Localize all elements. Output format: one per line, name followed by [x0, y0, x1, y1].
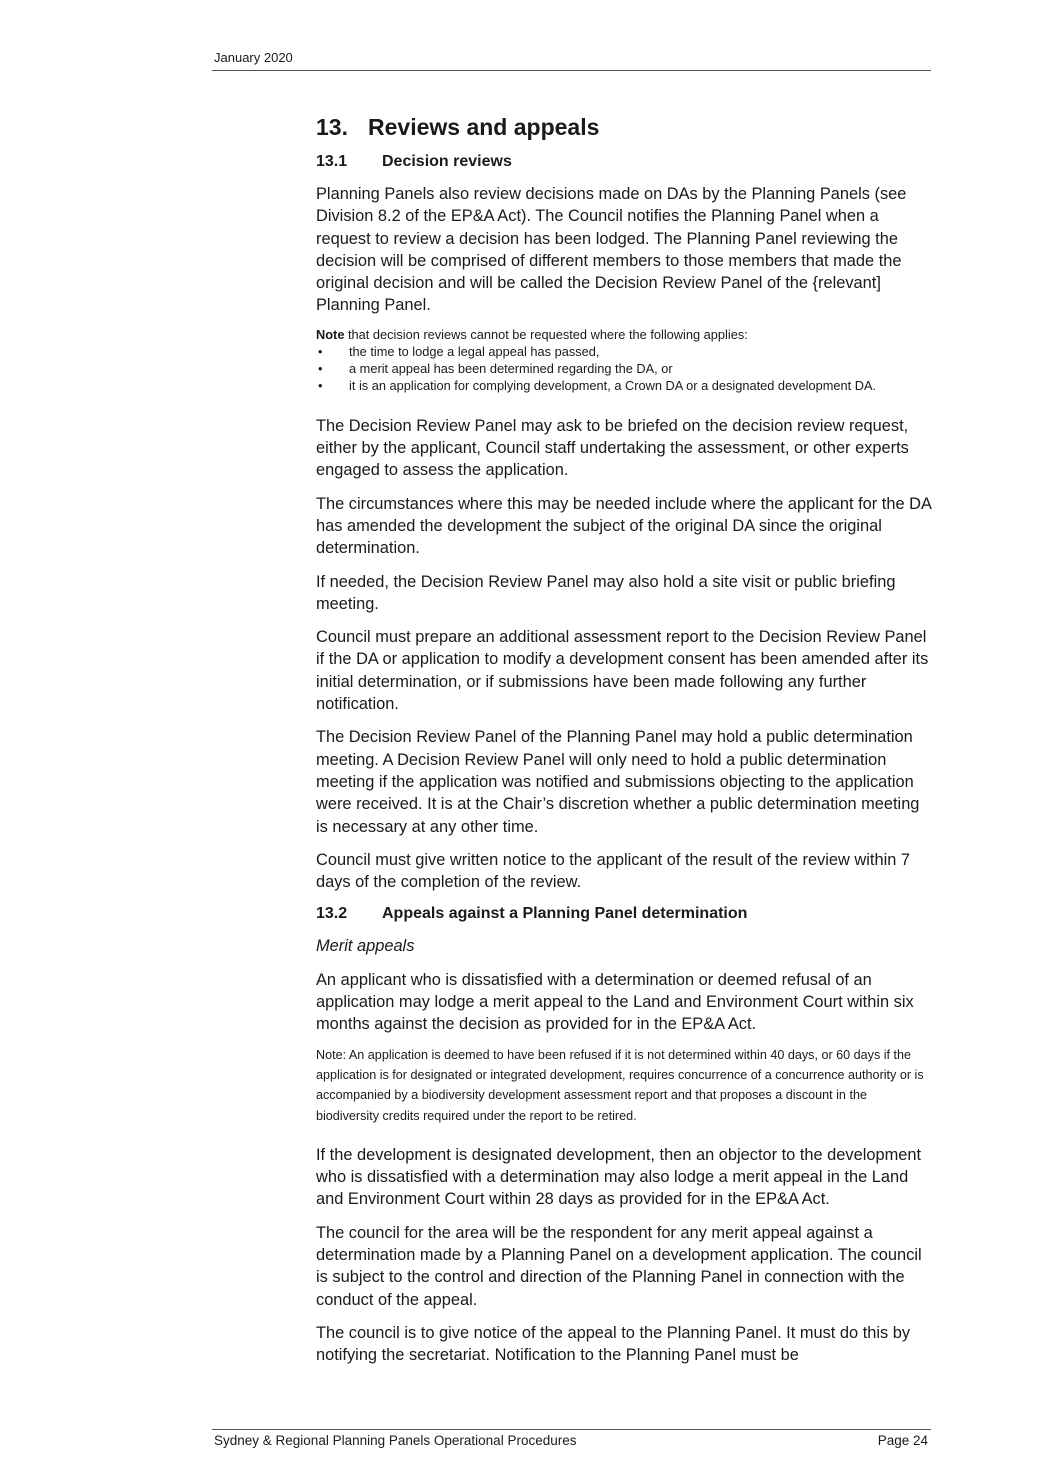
list-item-text: a merit appeal has been determined regarding the DA, or	[349, 360, 673, 376]
paragraph: The Decision Review Panel of the Planning Panel may hold a public determination meeting. A Decision Review Panel will only need to hold a public determination meeting if the application was notified and submissions objecting to the application were received. It is at the Chair’s discretion whether a public determination meeting is necessary at any other time.	[316, 728, 920, 836]
list-item	[316, 377, 932, 394]
note-bullet-list	[316, 343, 932, 394]
paragraph: If needed, the Decision Review Panel may also hold a site visit or public briefing meeting.	[316, 572, 896, 613]
subsection-title: Decision reviews	[382, 153, 512, 170]
paragraph: An applicant who is dissatisfied with a determination or deemed refusal of an application may lodge a merit appeal to the Land and Environment Court within six months against the decision as provided for in the EP&A Act.	[316, 970, 914, 1034]
bullet-icon: •	[318, 343, 323, 359]
paragraph: The council is to give notice of the appeal to the Planning Panel. It must do this by notifying the secretariat. Notification to the Planning Panel must be	[316, 1323, 911, 1365]
list-item	[316, 343, 932, 360]
subsection-title: Appeals against a Planning Panel determination	[382, 905, 748, 923]
section-heading	[316, 112, 932, 142]
note-label: Note	[316, 326, 345, 342]
footer-divider	[212, 1429, 931, 1430]
page-content	[316, 112, 932, 1377]
page-number: Page 24	[877, 1433, 928, 1448]
note-text: that decision reviews cannot be requested where the following applies:	[344, 326, 748, 342]
paragraph: The council for the area will be the respondent for any merit appeal against a determination made by a Planning Panel on a development application. The council is subject to the control and direction of the Planning Panel in connection with the conduct of the appeal.	[316, 1223, 922, 1309]
bullet-icon: •	[318, 377, 323, 393]
header-divider	[212, 70, 931, 71]
footer-title: Sydney & Regional Planning Panels Operational Procedures	[214, 1433, 577, 1448]
paragraph: Council must prepare an additional assessment report to the Decision Review Panel if the DA or application to modify a development consent has been amended after its initial determination, or if submissions have been made following any further notification.	[316, 628, 929, 714]
list-item	[316, 360, 932, 377]
subsection-number: 13.2	[316, 905, 348, 923]
list-item-text: it is an application for complying development, a Crown DA or a designated development DA.	[349, 377, 877, 393]
paragraph: Planning Panels also review decisions made on DAs by the Planning Panels (see Division 8.2 of the EP&A Act). The Council notifies the Planning Panel when a request to review a decision has been lodged. The Planning Panel reviewing the decision will be comprised of different members to those members that made the original decision and will be called the Decision Review Panel of the {relevant] Planning Panel.	[316, 185, 907, 315]
note-intro	[316, 326, 932, 343]
italic-heading: Merit appeals	[316, 937, 415, 956]
section-title: Reviews and appeals	[368, 114, 600, 140]
bullet-icon: •	[318, 360, 323, 376]
subsection-number: 13.1	[316, 153, 348, 170]
subsection-heading-13-2	[316, 904, 932, 924]
note-block	[316, 326, 932, 394]
subsection-heading-13-1	[316, 152, 932, 172]
note-deemed-refusal: Note: An application is deemed to have been refused if it is not determined within 40 days, or 60 days if the application is for designated or integrated development, requires concurrence of a concurrence authority or is accompanied by a biodiversity development assessment report and that proposes a discount in the biodiversity credits required under the report to be retired.	[316, 1047, 924, 1123]
list-item-text: the time to lodge a legal appeal has passed,	[349, 343, 600, 359]
section-number: 13.	[316, 114, 348, 140]
header-date: January 2020	[214, 50, 293, 65]
paragraph: The circumstances where this may be needed include where the applicant for the DA has amended the development the subject of the original DA since the original determination.	[316, 494, 931, 558]
paragraph: If the development is designated development, then an objector to the development who is dissatisfied with a determination may also lodge a merit appeal in the Land and Environment Court within 28 days as provided for in the EP&A Act.	[316, 1145, 922, 1209]
paragraph: Council must give written notice to the applicant of the result of the review within 7 days of the completion of the review.	[316, 850, 911, 892]
paragraph: The Decision Review Panel may ask to be briefed on the decision review request, either by the applicant, Council staff undertaking the assessment, or other experts engaged to assess the application.	[316, 416, 909, 480]
